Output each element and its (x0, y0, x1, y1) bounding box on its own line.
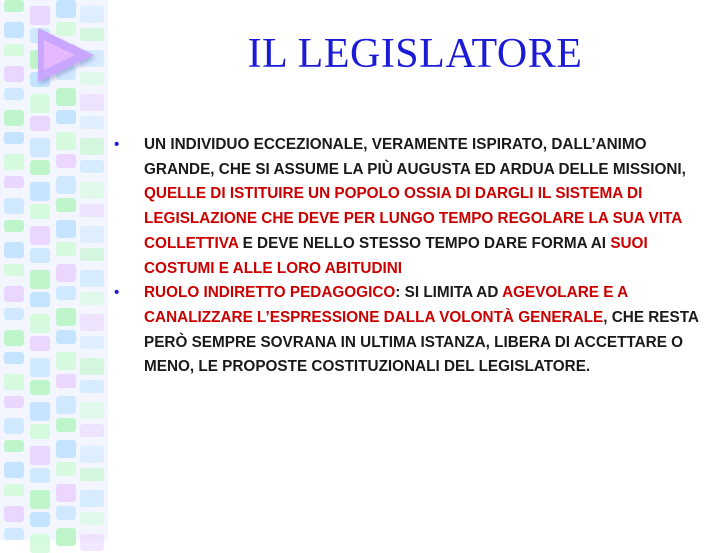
decorative-tile (56, 418, 76, 432)
decorative-tile (4, 462, 24, 478)
decorative-tile (4, 352, 24, 364)
decorative-tile (80, 94, 104, 111)
decorative-tile (4, 88, 24, 100)
decorative-tile (30, 116, 50, 131)
decorative-tile (30, 424, 50, 439)
decorative-tile (30, 512, 50, 527)
decorative-tile (30, 336, 50, 351)
decorative-tile (56, 198, 76, 212)
decorative-tile (4, 440, 24, 452)
bullet-item-2 (110, 281, 710, 380)
decorative-tile (56, 440, 76, 458)
decorative-tile (80, 116, 104, 129)
decorative-tile (4, 66, 24, 82)
decorative-tile (30, 468, 50, 483)
bullet-text-highlight: SUOI COSTUMI E ALLE LORO ABITUDINI (144, 234, 648, 277)
decorative-tile (56, 528, 76, 546)
decorative-tile (4, 506, 24, 522)
decorative-tile (30, 248, 50, 263)
decorative-tile (56, 110, 76, 124)
decorative-tile (80, 138, 104, 155)
decorative-tile (4, 242, 24, 258)
decorative-tile (30, 292, 50, 307)
decorative-tile (30, 534, 50, 553)
decorative-tile (56, 330, 76, 344)
decorative-tile (30, 446, 50, 465)
decorative-tile (80, 182, 104, 199)
bullet-item-1 (110, 133, 710, 281)
bullet-text-highlight: RUOLO INDIRETTO PEDAGOGICO (144, 284, 396, 302)
decorative-tile (56, 308, 76, 326)
decorative-tile (80, 6, 104, 23)
decorative-tile (80, 380, 104, 393)
decorative-tile (80, 446, 104, 463)
decorative-tile (30, 380, 50, 395)
decorative-tile (4, 22, 24, 38)
bullet-text-highlight: QUELLE DI ISTITUIRE UN POPOLO OSSIA DI DARGLI IL SISTEMA DI LEGISLAZIONE CHE DEVE PER LUNGO TEMPO REGOLARE LA SUA VITA COLLETTIVA (144, 185, 682, 252)
decorative-tile (4, 0, 24, 12)
decorative-tile (80, 270, 104, 287)
decorative-tile (4, 374, 24, 390)
decorative-tile (80, 490, 104, 507)
slide-title: IL LEGISLATORE (247, 31, 583, 77)
decorative-tile (30, 204, 50, 219)
decorative-tile (4, 528, 24, 540)
decorative-tile (56, 242, 76, 256)
decorative-tile (30, 270, 50, 289)
decorative-tile (56, 484, 76, 502)
decorative-tile (30, 358, 50, 377)
decorative-tile (56, 88, 76, 106)
decorative-tile (56, 154, 76, 168)
decorative-tile (56, 396, 76, 414)
decorative-tile (30, 402, 50, 421)
decorative-tile (80, 468, 104, 481)
decorative-tile (80, 402, 104, 419)
decorative-tile (80, 336, 104, 349)
decorative-tile (80, 358, 104, 375)
decorative-tile (4, 220, 24, 232)
decorative-tile (30, 160, 50, 175)
bullet-text-segment: E DEVE NELLO STESSO TEMPO DARE FORMA AI (238, 234, 611, 252)
decorative-tile (4, 286, 24, 302)
decorative-tile (4, 176, 24, 188)
decorative-tile (56, 0, 76, 18)
decorative-tile (30, 490, 50, 509)
decorative-tile (30, 182, 50, 201)
bullet-text-segment: UN INDIVIDUO ECCEZIONALE, VERAMENTE ISPIRATO, DALL’ANIMO GRANDE, CHE SI ASSUME LA PIÙ AUGUSTA ED ARDUA DELLE MISSIONI, (144, 136, 686, 178)
decorative-tile (56, 352, 76, 370)
decorative-tile (56, 176, 76, 194)
triangle-pointer-highlight-icon (44, 40, 75, 70)
decorative-tile (80, 424, 104, 437)
decorative-tile (4, 396, 24, 408)
decorative-tile (80, 292, 104, 305)
decorative-tile (4, 484, 24, 496)
decorative-tile (4, 132, 24, 144)
decorative-tile (4, 418, 24, 434)
decorative-tile (56, 132, 76, 150)
decorative-tile (30, 314, 50, 333)
decorative-tile (4, 308, 24, 320)
decorative-tile (80, 248, 104, 261)
decorative-tile (4, 264, 24, 276)
decorative-tile (80, 512, 104, 525)
decorative-tile (4, 154, 24, 170)
decorative-tile (80, 204, 104, 217)
decorative-tile (56, 462, 76, 476)
decorative-tile (80, 534, 104, 551)
bullet-marker: • (114, 284, 120, 302)
bullet-text-segment: , CHE RESTA PERÒ SEMPRE SOVRANA IN ULTIMA ISTANZA, LIBERA DI ACCETTARE O MENO, LE PROPOSTE COSTITUZIONALI DEL LEGISLATORE. (144, 308, 699, 376)
decorative-tile (56, 374, 76, 388)
decorative-tile (80, 160, 104, 173)
decorative-tile (56, 220, 76, 238)
decorative-tile (56, 264, 76, 282)
decorative-tile (30, 6, 50, 25)
bullet-text-segment: : SI LIMITA AD (395, 284, 503, 302)
decorative-tile (4, 110, 24, 126)
decorative-tile (56, 286, 76, 300)
decorative-tile (80, 314, 104, 331)
bullet-text-highlight: AGEVOLARE E A CANALIZZARE L’ESPRESSIONE DALLA VOLONTÀ GENERALE (144, 284, 628, 326)
decorative-tile (4, 44, 24, 56)
decorative-tile (30, 138, 50, 157)
bullet-list (110, 133, 710, 380)
decorative-tile (4, 198, 24, 214)
decorative-tile (30, 94, 50, 113)
decorative-tile (80, 226, 104, 243)
decorative-tile (4, 330, 24, 346)
decorative-tile (56, 506, 76, 520)
bullet-marker: • (114, 136, 120, 153)
decorative-tile (30, 226, 50, 245)
